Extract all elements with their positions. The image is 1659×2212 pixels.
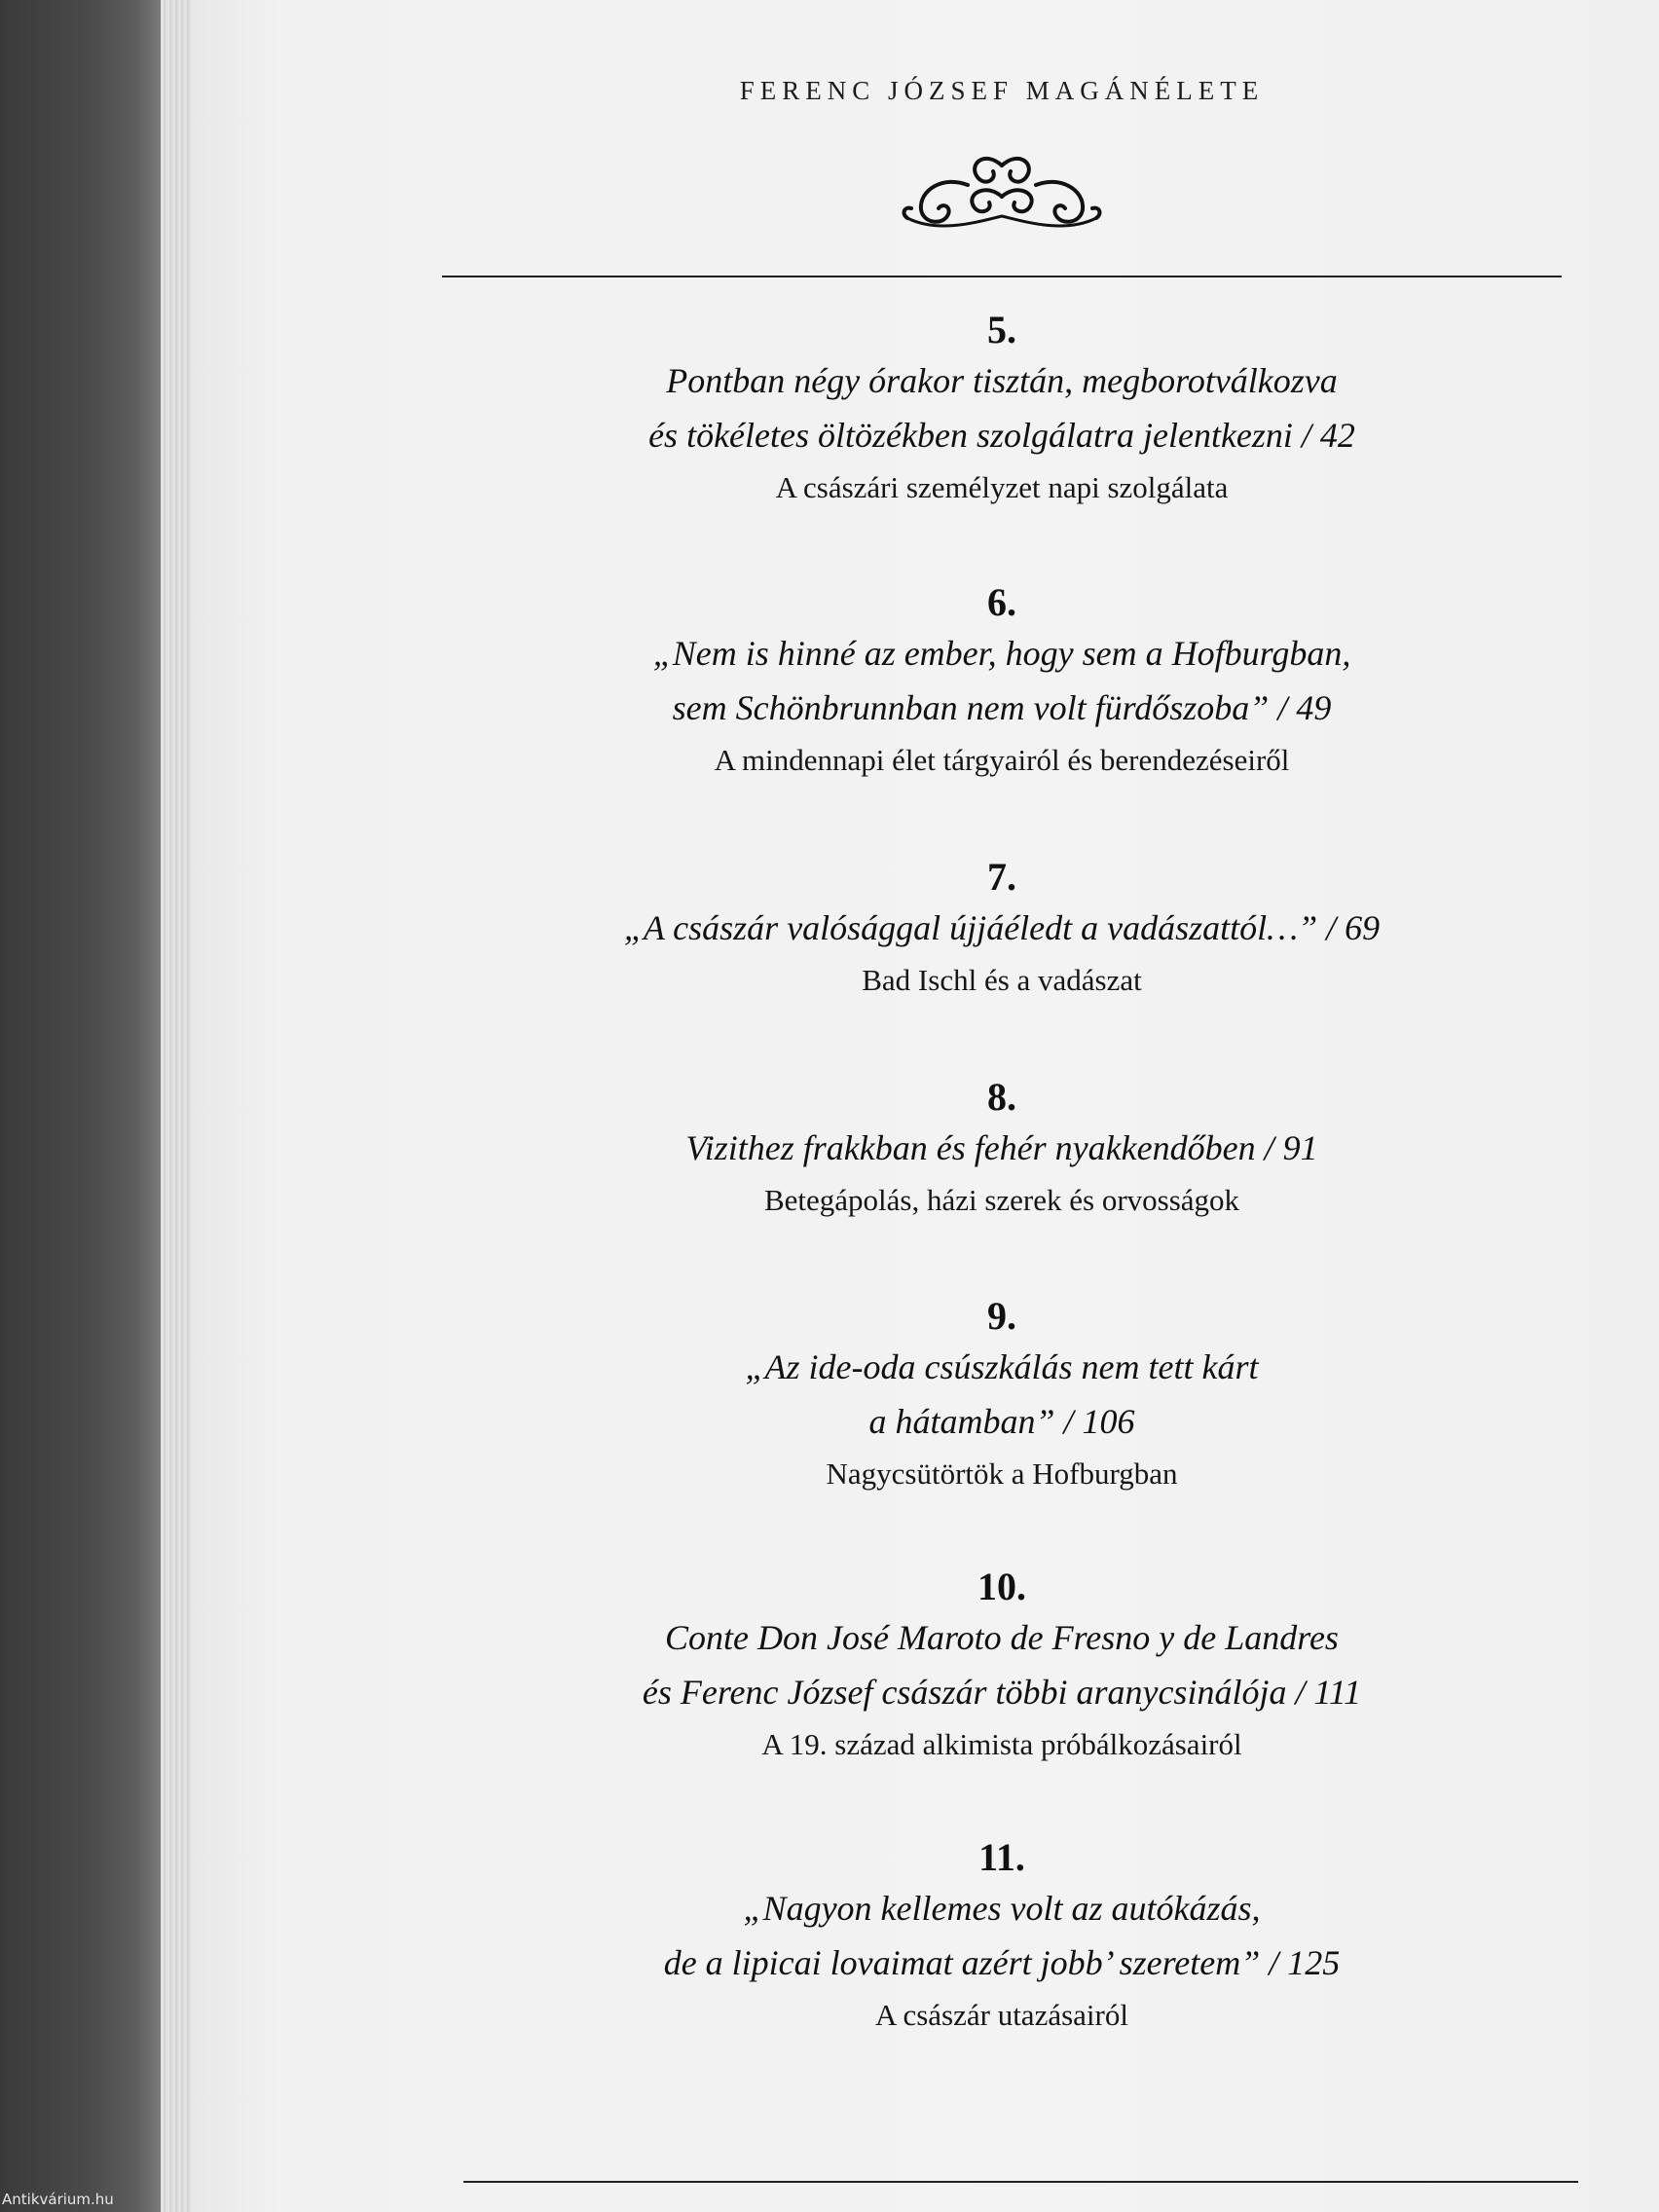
toc-entry — [442, 1293, 1562, 1499]
chapter-title: „Az ide-oda csúszkálás nem tett kárt a hátamban” / 106 — [745, 1347, 1259, 1441]
chapter-number: 11. — [978, 1835, 1025, 1879]
toc-entry — [442, 1074, 1562, 1226]
chapter-subtitle: A mindennapi élet tárgyairól és berendezéseiről — [714, 743, 1290, 777]
toc-entry — [442, 854, 1562, 1006]
top-rule — [442, 276, 1562, 277]
chapter-subtitle: Nagycsütörtök a Hofburgban — [826, 1456, 1178, 1491]
chapter-title: „A császár valósággal újjáéledt a vadászattól…” / 69 — [623, 908, 1381, 947]
chapter-number: 6. — [987, 580, 1016, 624]
chapter-title: Pontban négy órakor tisztán, megborotválkozva és tökéletes öltözékben szolgálatra jelentkezni / 42 — [648, 361, 1355, 455]
scroll-ornament-icon — [900, 146, 1104, 239]
chapter-number: 7. — [987, 855, 1016, 899]
chapter-number: 9. — [987, 1294, 1016, 1338]
chapter-number: 8. — [987, 1075, 1016, 1119]
toc-entry — [442, 1834, 1562, 2041]
running-head: FERENC JÓZSEF MAGÁNÉLETE — [739, 76, 1265, 105]
chapter-subtitle: A császári személyzet napi szolgálata — [775, 470, 1229, 504]
chapter-title: „Nagyon kellemes volt az autókázás, de a lipicai lovaimat azért jobb’ szeretem” / 125 — [663, 1889, 1341, 1982]
chapter-title: Vizithez frakkban és fehér nyakkendőben / 91 — [685, 1128, 1318, 1167]
watermark: Antikvárium.hu — [2, 2191, 114, 2208]
toc-entry — [442, 1564, 1562, 1770]
chapter-title: Conte Don José Maroto de Fresno y de Landres és Ferenc József császár többi aranycsinálója / 111 — [642, 1618, 1362, 1712]
toc-entry — [442, 579, 1562, 786]
chapter-number: 5. — [987, 308, 1016, 351]
chapter-title: „Nem is hinné az ember, hogy sem a Hofburgban, sem Schönbrunnban nem volt fürdőszoba” / 49 — [652, 634, 1351, 727]
bottom-rule — [463, 2181, 1578, 2183]
page-edges — [161, 0, 193, 2212]
toc-entry — [442, 307, 1562, 513]
chapter-subtitle: Bad Ischl és a vadászat — [862, 963, 1142, 997]
book-page — [192, 0, 1659, 2212]
dark-background — [0, 0, 161, 2212]
table-of-contents — [442, 0, 1562, 2212]
chapter-subtitle: A 19. század alkimista próbálkozásairól — [761, 1727, 1242, 1761]
chapter-number: 10. — [977, 1565, 1026, 1608]
chapter-subtitle: A császár utazásairól — [875, 1998, 1128, 2032]
chapter-subtitle: Betegápolás, házi szerek és orvosságok — [763, 1183, 1240, 1217]
